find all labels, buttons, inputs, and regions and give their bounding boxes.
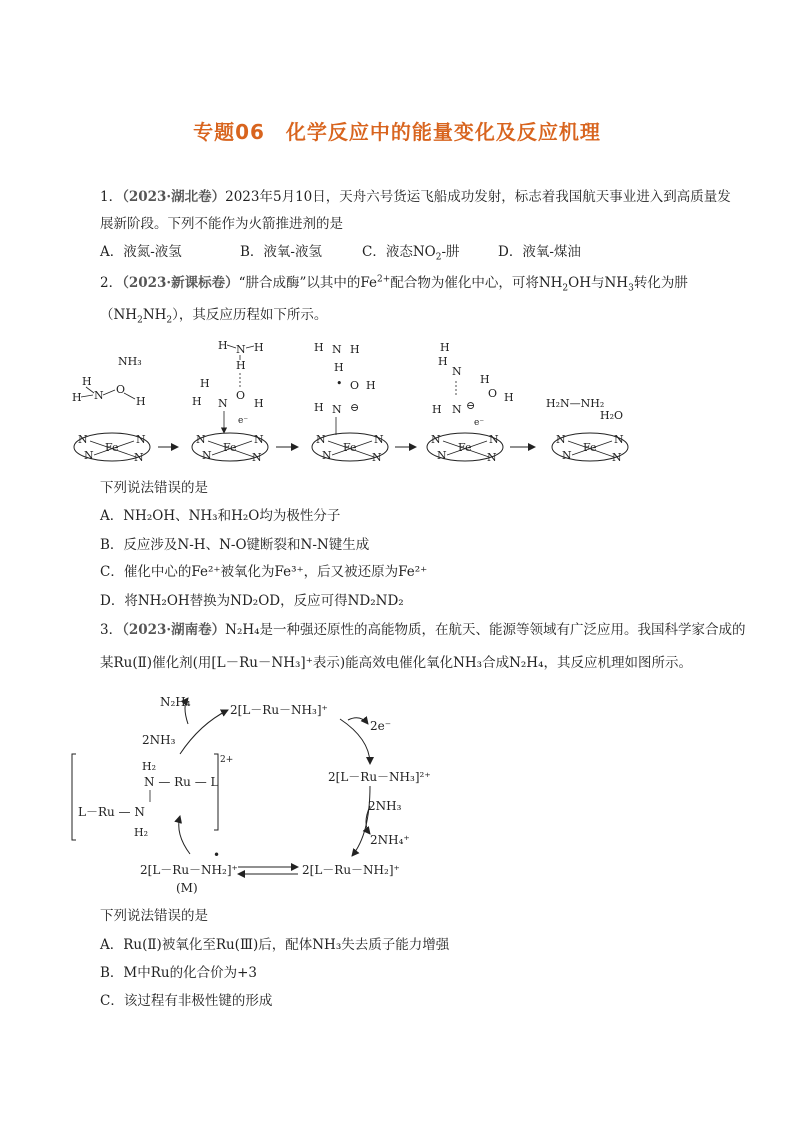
- fe-porphyrin-1: [74, 433, 150, 464]
- svg-text:H: H: [480, 373, 490, 386]
- svg-text:N: N: [136, 433, 146, 446]
- svg-text:N: N: [614, 433, 624, 446]
- q3-text-2: 某Ru(Ⅱ)催化剂(用[L－Ru－NH₃]⁺表示)能高效电催化氧化NH₃合成N₂H₄，其反应机理如图所示。: [100, 655, 692, 671]
- svg-text:N: N: [316, 433, 326, 446]
- right-species-label: 2[L－Ru－NH₃]²⁺: [328, 770, 431, 784]
- svg-text:e⁻: e⁻: [238, 416, 249, 426]
- electron-out-label: 2e⁻: [370, 719, 392, 733]
- q1-line-1: [100, 187, 731, 207]
- svg-text:H: H: [314, 401, 324, 414]
- svg-text:H: H: [136, 395, 146, 408]
- q3-prompt: 下列说法错误的是: [100, 908, 208, 924]
- nh3-in-label: 2NH₃: [142, 733, 176, 747]
- nh4-label: 2NH₄⁺: [370, 833, 410, 847]
- svg-text:N: N: [134, 451, 144, 464]
- svg-text:2+: 2+: [220, 755, 234, 765]
- q2-option-b: B．反应涉及N-H、N-O键断裂和N-N键生成: [100, 537, 370, 553]
- svg-text:O: O: [350, 379, 360, 392]
- fe-porphyrin-5: [552, 433, 628, 464]
- svg-text:Fe: Fe: [105, 441, 119, 454]
- q1-option-d: D．液氧-煤油: [498, 244, 581, 260]
- q3-catalytic-cycle-figure: [70, 684, 450, 899]
- svg-text:H: H: [438, 355, 448, 368]
- svg-text:N: N: [612, 451, 622, 464]
- q3-option-b: B．M中Ru的化合价为+3: [100, 965, 258, 981]
- q3-option-c: C．该过程有非极性键的形成: [100, 993, 273, 1009]
- svg-text:H: H: [432, 403, 442, 416]
- svg-text:H₂: H₂: [142, 760, 157, 773]
- svg-text:N: N: [562, 449, 572, 462]
- svg-text:N: N: [254, 433, 264, 446]
- svg-text:N: N: [78, 433, 88, 446]
- q2-line-1: 2．（2023·新课标卷）“肼合成酶”以其中的$Fe^{2+}$配合物为催化中心，可将$NH_2OH$与$NH_3$转化为肼: [100, 274, 688, 294]
- q2-option-d: D．将NH₂OH替换为ND₂OD，反应可得ND₂ND₂: [100, 593, 404, 609]
- svg-text:L－Ru — N: L－Ru — N: [78, 805, 145, 819]
- q2-prompt: 下列说法错误的是: [100, 480, 208, 496]
- svg-text:H₂O: H₂O: [600, 409, 624, 422]
- q2-source: （2023·新课标卷）: [122, 275, 239, 291]
- svg-text:N: N: [196, 433, 206, 446]
- fe-porphyrin-4: [427, 433, 503, 464]
- svg-text:⊖: ⊖: [466, 399, 476, 412]
- svg-text:H: H: [192, 395, 202, 408]
- q1-option-b: B．液氧-液氢: [240, 244, 322, 260]
- svg-text:N: N: [452, 365, 462, 378]
- svg-text:H₂: H₂: [134, 826, 149, 839]
- q1-text-1: 2023年5月10日，天舟六号货运飞船成功发射，标志着我国航天事业进入到高质量发: [225, 189, 731, 205]
- bottom-left-species-label: 2[L－Ru－NH₂]⁺: [140, 863, 238, 877]
- svg-text:H: H: [254, 397, 264, 410]
- svg-text:e⁻: e⁻: [474, 418, 485, 428]
- q1-option-c: C．液态$NO_2-$肼: [362, 244, 460, 263]
- svg-text:H: H: [314, 341, 324, 354]
- svg-text:H: H: [218, 339, 228, 352]
- svg-text:O: O: [236, 389, 246, 402]
- svg-text:N: N: [487, 451, 497, 464]
- svg-text:H: H: [504, 391, 514, 404]
- top-species-label: 2[L－Ru－NH₃]⁺: [230, 703, 328, 717]
- svg-text:Fe: Fe: [223, 441, 237, 454]
- q2-line-2: $(NH_2NH_2)$，其反应历程如下所示。: [100, 307, 328, 326]
- svg-text:N: N: [332, 403, 342, 416]
- q2-option-a: A．NH₂OH、NH₃和H₂O均为极性分子: [100, 508, 341, 524]
- svg-text:N: N: [332, 343, 342, 356]
- svg-text:N: N: [218, 397, 228, 410]
- q3-source: （2023·湖南卷）: [122, 622, 226, 638]
- svg-text:H: H: [334, 361, 344, 374]
- svg-text:N: N: [431, 433, 441, 446]
- svg-text:H₂N—NH₂: H₂N—NH₂: [546, 397, 605, 410]
- svg-text:N: N: [374, 433, 384, 446]
- svg-text:H: H: [82, 375, 92, 388]
- svg-text:Fe: Fe: [343, 441, 357, 454]
- q1-number: 1．: [100, 189, 123, 205]
- svg-text:H: H: [236, 359, 246, 372]
- q1-option-a: A．液氮-液氢: [100, 244, 182, 260]
- svg-text:H: H: [350, 343, 360, 356]
- svg-text:N: N: [437, 449, 447, 462]
- q1-text-2: 展新阶段。下列不能作为火箭推进剂的是: [100, 216, 343, 232]
- q3-line-1: 3．（2023·湖南卷）N₂H₄是一种强还原性的高能物质，在航天、能源等领域有广泛应用。我国科学家合成的: [100, 622, 746, 638]
- fe-porphyrin-3: [312, 433, 388, 464]
- svg-text:N: N: [202, 449, 212, 462]
- svg-text:H: H: [254, 341, 264, 354]
- q2-mechanism-figure: [60, 335, 700, 475]
- svg-text:Fe: Fe: [458, 441, 472, 454]
- page-title: 专题06 化学反应中的能量变化及反应机理: [193, 120, 601, 144]
- svg-text:H: H: [72, 391, 82, 404]
- svg-text:•: •: [336, 377, 343, 390]
- nh3-out-label: 2NH₃: [368, 799, 402, 813]
- svg-text:NH₃: NH₃: [118, 355, 142, 368]
- bottom-right-species-label: 2[L－Ru－NH₂]⁺: [302, 863, 400, 877]
- svg-text:H: H: [366, 379, 376, 392]
- svg-text:Fe: Fe: [583, 441, 597, 454]
- svg-text:H: H: [440, 341, 450, 354]
- svg-text:H: H: [200, 377, 210, 390]
- svg-text:N: N: [556, 433, 566, 446]
- svg-text:N: N: [84, 449, 94, 462]
- q2-number: 2．: [100, 275, 123, 291]
- svg-text:N: N: [94, 389, 104, 402]
- q3-option-a: A．Ru(Ⅱ)被氧化至Ru(Ⅲ)后，配体NH₃失去质子能力增强: [100, 937, 450, 953]
- svg-text:N: N: [372, 451, 382, 464]
- svg-text:N: N: [452, 403, 462, 416]
- fe-porphyrin-2: [192, 433, 268, 464]
- q2-option-c: C．催化中心的Fe²⁺被氧化为Fe³⁺，后又被还原为Fe²⁺: [100, 564, 428, 580]
- m-label: (M): [176, 881, 198, 895]
- svg-text:N — Ru — L: N — Ru — L: [144, 775, 219, 789]
- svg-text:O: O: [116, 383, 126, 396]
- svg-text:N: N: [252, 451, 262, 464]
- svg-text:N: N: [236, 343, 246, 356]
- q1-source: （2023·湖北卷）: [122, 189, 226, 205]
- svg-text:⊖: ⊖: [350, 401, 360, 414]
- svg-text:N: N: [489, 433, 499, 446]
- svg-text:O: O: [488, 387, 498, 400]
- q3-number: 3．: [100, 622, 123, 638]
- svg-text:•: •: [213, 848, 221, 862]
- svg-text:N: N: [322, 449, 332, 462]
- n2h4-label: N₂H₄: [160, 695, 191, 709]
